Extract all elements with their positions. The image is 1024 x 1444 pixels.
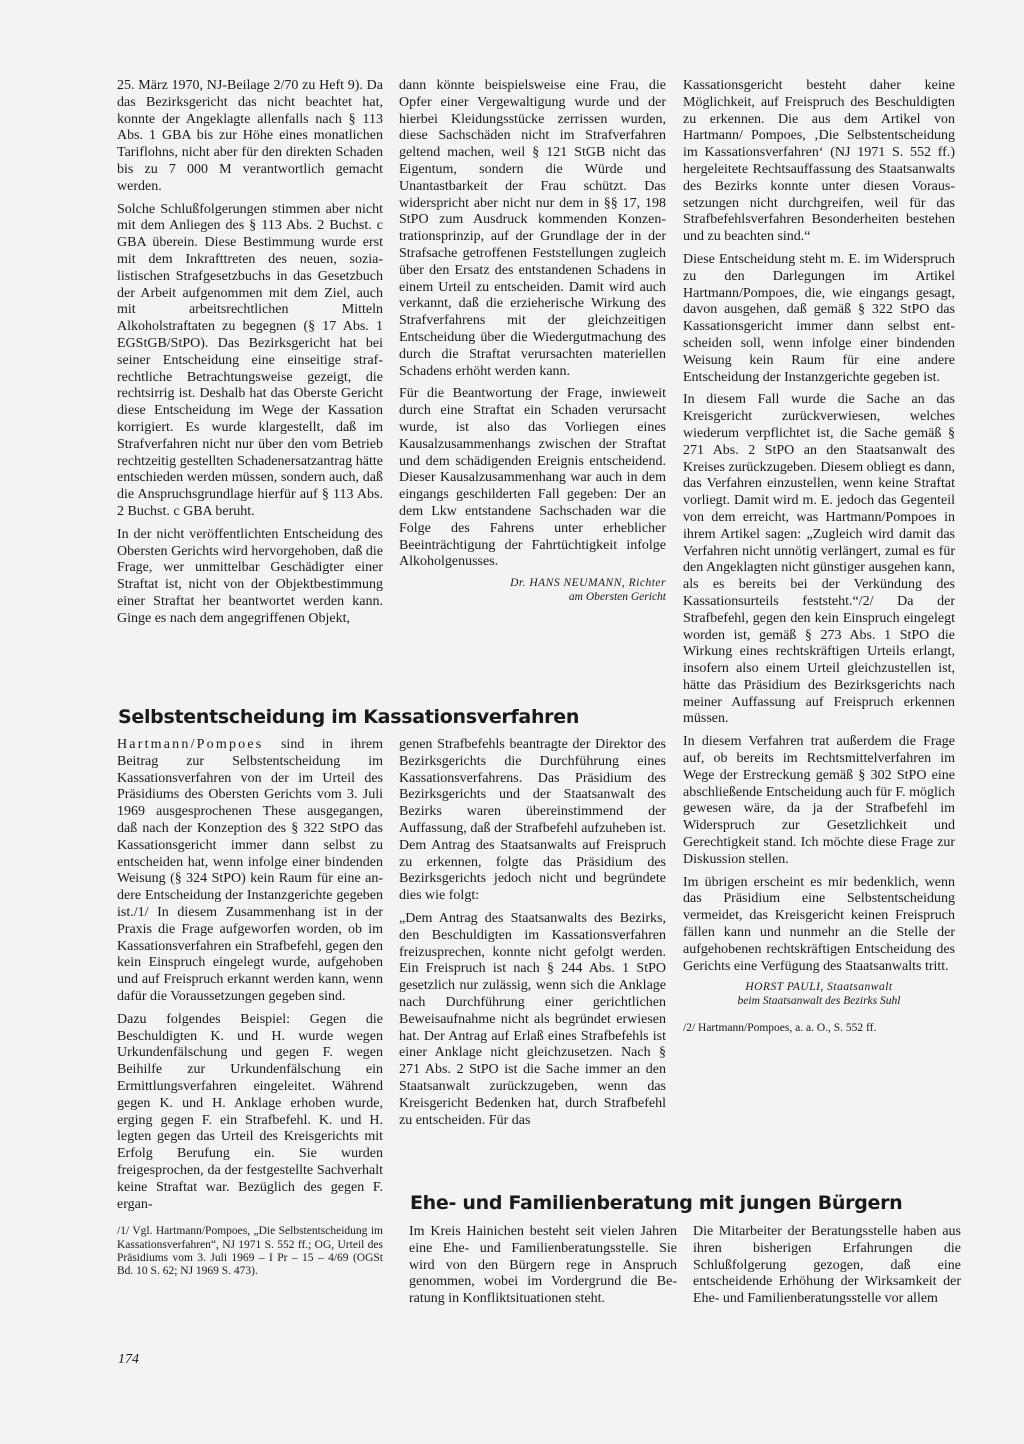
paragraph: Kassationsgericht besteht daher keine Möglichkeit, auf Freispruch des Beschuldigten zu erkennen. Die aus dem Artikel von Hartmann/ Pompoes, ‚Die Selbstentscheidung im Kassationsverfahren‘ (NJ 1971 S. 552 ff.) hergeleitete Rechtsauffassung des Staatsanwalts des Bezirks konnte unter diesen Voraussetzungen nicht durchgreifen, weil für das Strafbefehlsverfahren Besonderheiten bestehen und zu beachten sind.“ [683, 78, 955, 245]
column-section2-left [117, 737, 383, 1347]
paragraph: Dazu folgendes Beispiel: Gegen die Beschuldigten K. und H. wurde wegen Urkundenfälschung und gegen F. wegen Beihilfe zur Urkundenfälschung ein Ermittlungsverfahren eingeleitet. Während gegen K. und H. Anklage erhoben wurde, erging gegen F. ein Strafbefehl. K. und H. legten gegen das Urteil des Kreisgerichts mit Erfolg Berufung ein. Sie wurden freigesprochen, da der festgestellte Sachverhalt keine Straftat war. Bezüglich des gegen F. ergan- [117, 1011, 383, 1212]
section-heading-eheberatung: Ehe- und Familienberatung mit jungen Bürgern [410, 1192, 903, 1214]
paragraph: Im übrigen erscheint es mir bedenklich, wenn das Präsidium eine Selbstentscheidung vermeidet, das Kreisgericht keinen Freispruch fällen kann und nunmehr an die Stelle der aufgehobenen rechtskräftigen Entscheidung des Gerichts eine Verfügung des Staatsanwalts tritt. [683, 874, 955, 974]
footnote-1: /1/ Vgl. Hartmann/Pompoes, „Die Selbstentscheidung im Kassationsverfahren“, NJ 1971 S. 552 ff.; OG, Urteil des Präsidiums vom 3. Juli 1969 – I Pr – 15 – 4/69 (OGSt Bd. 10 S. 62; NJ 1969 S. 473). [117, 1225, 383, 1277]
paragraph: Solche Schlußfolgerungen stimmen aber nicht mit dem Anliegen des § 113 Abs. 2 Buchst. c GBA überein. Diese Bestimmung wurde erst mit dem Inkrafttreten des neuen, sozialistischen Strafgesetzbuchs in das Gesetzbuch der Arbeit aufgenommen mit dem Ziel, auch mit arbeitsrechtlichen Mitteln Alkoholstraftaten zu begegnen (§ 17 Abs. 1 EGStGB/StPO). Das Bezirksgericht hat bei seiner Entscheidung eine einseitige strafrechtliche Betrachtungsweise gezeigt, die rechtsirrig ist. Deshalb hat das Oberste Gericht diese Entscheidung im Wege der Kassation korrigiert. Es wurde klargestellt, daß im Strafverfahren nicht nur über den vom Betrieb rechtzeitig gestellten Schadenersatzantrag hätte entschieden werden müssen, sondern auch, daß die Anspruchsgrundlage hierfür auf § 113 Abs. 2 Buchst. c GBA beruht. [117, 201, 383, 519]
author-names: Hartmann/Pompoes [117, 737, 264, 752]
paragraph: In diesem Fall wurde die Sache an das Kreisgericht zurückverwiesen, welches wiederum verpflichtet ist, die Sache gemäß § 271 Abs. 2 StPO an den Staatsanwalt des Kreises zurückzugeben. Diesem obliegt es dann, das Verfahren einzustellen, wenn keine Straftat vorliegt. Damit wird m. E. jedoch das Gegenteil von dem erreicht, was Hartmann/Pompoes in ihrem Artikel sagen: „Zugleich wird damit das Verfahren nicht unnötig verlängert, zumal es für den Angeklagten nicht günstiger ausgehen kann, als es bereits bei der Verkündung des Kassationsurteils feststeht.“/2/ Da der Strafbefehl, gegen den kein Einspruch eingelegt worden ist, gemäß § 273 Abs. 1 StPO die Wirkung eines rechtskräftigen Urteils erlangt, insofern also einem Urteil gleichzustellen ist, hätte das Präsidium des Bezirksgerichts nach meiner Auffassung auf Freispruch erkennen müssen. [683, 392, 955, 727]
column-right [683, 78, 955, 1168]
section-heading-kassation: Selbstentscheidung im Kassationsverfahren [118, 706, 580, 728]
paragraph: Im Kreis Hainichen besteht seit vielen Jahren eine Ehe- und Familienberatungsstelle. Sie wird von den Bürgern rege in Anspruch genommen, wobei im Vordergrund die Beratung in Konfliktsituationen steht. [409, 1224, 677, 1307]
column-top-middle [399, 78, 666, 683]
paragraph: genen Strafbefehls beantragte der Direktor des Bezirksgerichts die Durchführung eines Kassationsverfahrens. Das Präsidium des Bezirksgerichts und der Staatsanwalt des Bezirks waren übereinstimmend der Auffassung, daß der Strafbefehl aufzuheben ist. Dem Antrag des Staatsanwalts auf Freispruch zu erkennen, folgte das Präsidium des Bezirksgerichts jedoch nicht und begründete dies wie folgt: [399, 737, 666, 904]
signature-neumann: Dr. HANS NEUMANN, Richter am Obersten Gericht [510, 577, 666, 603]
paragraph: „Dem Antrag des Staatsanwalts des Bezirks, den Beschuldigten im Kassationsverfahren freizusprechen, konnte nicht gefolgt werden. Ein Freispruch ist nach § 244 Abs. 1 StPO gesetzlich nur zulässig, wenn sich die Anklage nach Durchführung einer gerichtlichen Beweisaufnahme nicht als begründet erwiesen hat. Der Antrag auf Erlaß eines Strafbefehls ist einer Anklage nicht gleichzusetzen. Nach § 271 Abs. 2 StPO ist die Sache immer an den Staatsanwalt zurückzugeben, wenn das Kreisgericht Bedenken hat, durch Strafbefehl zu entscheiden. Für das [399, 910, 666, 1128]
signature-pauli: HORST PAULI, Staatsanwalt beim Staatsanwalt des Bezirks Suhl [737, 981, 901, 1007]
column-section2-middle [399, 737, 666, 1167]
column-top-left [117, 78, 383, 683]
paragraph: Für die Beantwortung der Frage, inwieweit durch eine Straftat ein Schaden verursacht wurde, ist also das Vorliegen eines Kausalzusammenhangs zwischen der Straftat und dem schädigenden Ereignis entscheidend. Dieser Kausalzusammenhang war auch in dem eingangs geschilderten Fall gegeben: Der an dem Lkw entstandene Sachschaden war die Folge des Fahrens unter erheblicher Beeinträchtigung der Fahrtüchtigkeit infolge Alkoholgenusses. [399, 386, 666, 570]
column-section3-left [409, 1224, 677, 1314]
paragraph: 25. März 1970, NJ-Beilage 2/70 zu Heft 9). Da das Bezirksgericht das nicht beachtet hat, konnte der Angeklagte allenfalls nach § 113 Abs. 1 GBA bis zur Höhe eines monatlichen Tariflohns, nicht aber für den direkten Schaden bis zu 7 000 M verantwortlich gemacht werden. [117, 78, 383, 194]
paragraph: In der nicht veröffentlichten Entscheidung des Obersten Gerichts wird hervorgehoben, daß die Frage, wer unmittelbar Geschädigter einer Straftat ist, nicht von der Objektbestimmung einer Straftat her beantwortet werden kann. Ginge es nach dem angegriffenen Objekt, [117, 526, 383, 626]
paragraph: Diese Entscheidung steht m. E. im Widerspruch zu den Darlegungen im Artikel Hartmann/Pompoes, die, wie eingangs gesagt, davon ausgehen, daß gemäß § 322 StPO das Kassationsgericht immer dann selbst entscheiden soll, wenn infolge einer bindenden Weisung kein Raum für eine andere Entscheidung der Instanzgerichte gegeben ist. [683, 251, 955, 385]
footnote-2: /2/ Hartmann/Pompoes, a. a. O., S. 552 ff. [683, 1022, 877, 1035]
paragraph: sind in ihrem Beitrag zur Selbstentscheidung im Kassationsverfahren von der im Urteil des Präsidiums des Obersten Gerichts vom 3. Juli 1969 ausgesprochenen These ausgegangen, daß nach der Konzeption des § 322 StPO das Kassationsgericht immer dann selbst zu entscheiden hat, wenn infolge einer bindenden Weisung (§ 324 StPO) kein Raum für eine andere Entscheidung der Instanzgerichte gegeben ist./1/ In diesem Zusammenhang ist in der Praxis die Frage aufgeworfen worden, ob im Kassationsverfahren ein Strafbefehl, gegen den kein Einspruch eingelegt wurde, aufgehoben und auf Freispruch erkannt werden kann, wenn dafür die Voraussetzungen gegeben sind. [117, 737, 383, 1004]
paragraph: Die Mitarbeiter der Beratungsstelle haben aus ihren bisherigen Erfahrungen die Schlußfolgerung gezogen, daß eine entscheidende Erhöhung der Wirksamkeit der Ehe- und Familienberatungsstelle vor allem [693, 1224, 961, 1307]
page-number: 174 [118, 1352, 139, 1367]
paragraph: dann könnte beispielsweise eine Frau, die Opfer einer Vergewaltigung wurde und der hierbei Kleidungsstücke zerrissen wurden, diese Sachschäden nicht im Strafverfahren geltend machen, weil § 121 StGB nicht das Eigentum, sondern die Würde und Unantastbarkeit der Frau schützt. Das widerspricht aber nicht nur dem in §§ 17, 198 StPO zum Ausdruck kommenden Konzentrationsprinzip, auf der Grundlage der in der Strafsache getroffenen Feststellungen zugleich über den Ersatz des entstandenen Schadens in einem Urteil zu entscheiden. Damit wird auch verkannt, daß die erzieherische Wirkung des Strafverfahrens mit der gleichzeitigen Entscheidung über die Wiedergutmachung des durch die Straftat verursachten materiellen Schadens erhöht werden kann. [399, 78, 666, 379]
column-section3-right [693, 1224, 961, 1314]
paragraph: In diesem Verfahren trat außerdem die Frage auf, ob bereits im Rechtsmittelverfahren im Wege der Erstreckung gemäß § 302 StPO eine abschließende Entscheidung auch für F. möglich gewesen wäre, da ja der Strafbefehl im Widerspruch zur Gesetzlichkeit und Gerechtigkeit stand. Ich möchte diese Frage zur Diskussion stellen. [683, 734, 955, 867]
